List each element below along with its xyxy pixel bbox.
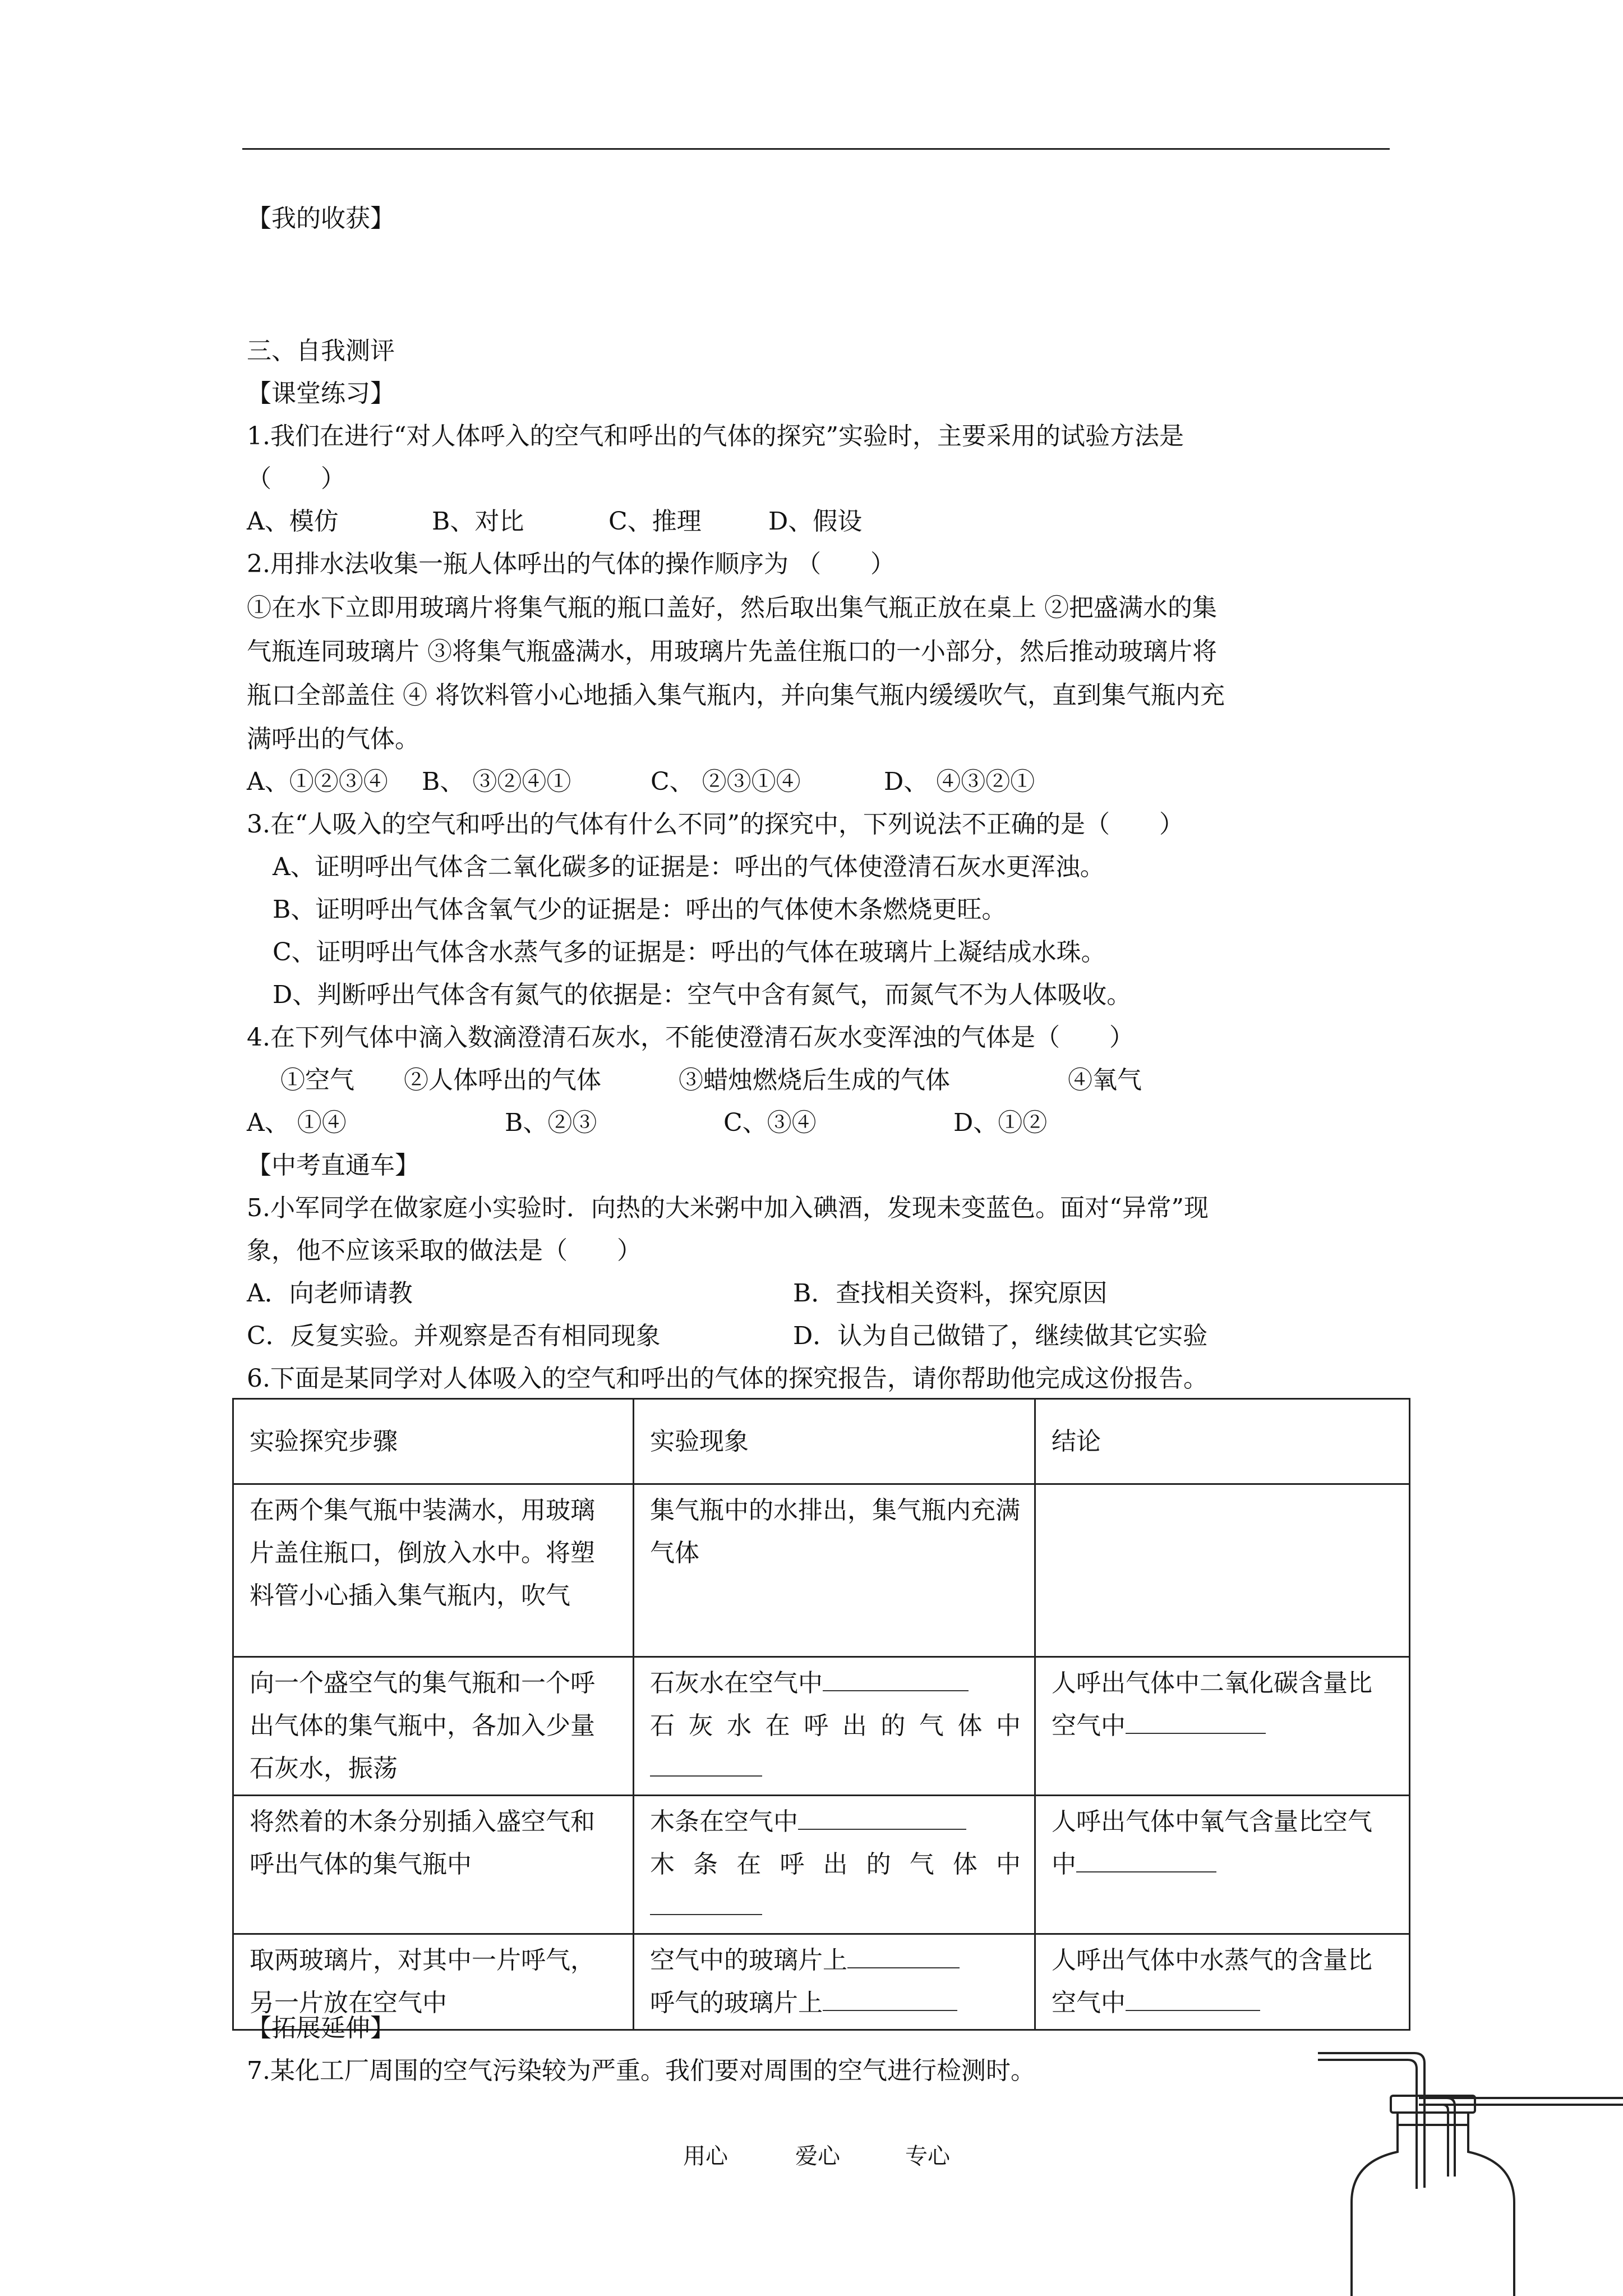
header-rule (242, 148, 1390, 150)
answer-blank[interactable] (798, 1804, 966, 1830)
q4-item-1: ①空气 (280, 1066, 354, 1094)
q2-stem: 2.用排水法收集一瓶人体呼出的气体的操作顺序为 （ ） (247, 550, 895, 578)
q3-option-c: C、证明呼出气体含水蒸气多的证据是：呼出的气体在玻璃片上凝结成水珠。 (273, 938, 1106, 967)
phenomenon-cell: 集气瓶中的水排出，集气瓶内充满气体 (634, 1484, 1035, 1657)
table-row (233, 1934, 1410, 2030)
q4-option-d: D、①② (953, 1108, 1048, 1137)
step-cell: 取两玻璃片，对其中一片呼气，另一片放在空气中 (233, 1934, 634, 2030)
q1-option-a: A、模仿 (247, 507, 339, 536)
q3-option-b: B、证明呼出气体含氧气少的证据是：呼出的气体使木条燃烧更旺。 (273, 895, 1007, 924)
header-conclusion: 结论 (1035, 1399, 1410, 1484)
conclusion-cell (1035, 1934, 1410, 2030)
footer-text: 用心 (683, 2143, 728, 2169)
answer-blank[interactable] (1076, 1847, 1216, 1872)
header-step: 实验探究步骤 (233, 1399, 634, 1484)
q2-body-line: 气瓶连同玻璃片 ③将集气瓶盛满水，用玻璃片先盖住瓶口的一小部分，然后推动玻璃片将 (247, 637, 1217, 666)
step-cell: 将然着的木条分别插入盛空气和呼出气体的集气瓶中 (233, 1796, 634, 1934)
conclusion-text: 人呼出气体中二氧化碳含量比空气中 (1052, 1669, 1372, 1740)
q2-body-line: 满呼出的气体。 (247, 725, 419, 753)
q2-option-b: B、 ③②④① (422, 767, 571, 796)
header-phenomenon: 实验现象 (634, 1399, 1035, 1484)
section-self-test: 三、自我测评 (247, 337, 395, 365)
q5-stem-cont: 象，他不应该采取的做法是（ ） (247, 1236, 642, 1265)
table-row (233, 1657, 1410, 1796)
phenomenon-text: 石灰水在呼出的气体中 (650, 1711, 1021, 1740)
q4-option-a: A、 ①④ (247, 1108, 347, 1137)
q1-stem: 1.我们在进行“对人体呼入的空气和呼出的气体的探究”实验时，主要采用的试验方法是 (247, 422, 1184, 450)
phenomenon-cell (634, 1934, 1035, 2030)
report-table (232, 1398, 1410, 2031)
phenomenon-text: 木条在呼出的气体中 (650, 1850, 1021, 1879)
table-header-row (233, 1399, 1410, 1484)
q3-option-a: A、证明呼出气体含二氧化碳多的证据是：呼出的气体使澄清石灰水更浑浊。 (273, 853, 1105, 881)
table-row (233, 1796, 1410, 1934)
q2-body-line: 瓶口全部盖住 ④ 将饮料管小心地插入集气瓶内，并向集气瓶内缓缓吹气，直到集气瓶内充 (247, 681, 1225, 710)
answer-blank[interactable] (823, 1665, 969, 1691)
q4-item-4: ④氧气 (1068, 1066, 1142, 1094)
q2-option-a: A、①②③④ (247, 767, 388, 796)
phenomenon-cell (634, 1657, 1035, 1796)
answer-blank[interactable] (650, 1889, 762, 1915)
section-harvest: 【我的收获】 (247, 204, 395, 233)
conclusion-text: 人呼出气体中水蒸气的含量比空气中 (1052, 1946, 1372, 2017)
answer-blank[interactable] (650, 1751, 762, 1777)
q4-stem: 4.在下列气体中滴入数滴澄清石灰水，不能使澄清石灰水变浑浊的气体是（ ） (247, 1023, 1134, 1052)
section-exam: 【中考直通车】 (247, 1151, 419, 1180)
q5-option-c: C．反复实验。并观察是否有相同现象 (247, 1322, 661, 1350)
section-classroom: 【课堂练习】 (247, 379, 395, 408)
phenomenon-text: 呼气的玻璃片上 (650, 1989, 823, 2017)
q2-option-c: C、 ②③①④ (651, 767, 801, 796)
q2-body-line: ①在水下立即用玻璃片将集气瓶的瓶口盖好，然后取出集气瓶正放在桌上 ②把盛满水的集 (247, 593, 1217, 622)
q1-option-c: C、推理 (608, 507, 702, 536)
q1-option-b: B、对比 (432, 507, 524, 536)
q5-option-b: B．查找相关资料，探究原因 (793, 1279, 1108, 1308)
q6-stem: 6.下面是某同学对人体吸入的空气和呼出的气体的探究报告，请你帮助他完成这份报告。 (247, 1364, 1208, 1393)
q2-option-d: D、 ④③②① (884, 767, 1035, 796)
phenomenon-cell (634, 1796, 1035, 1934)
section-extend: 【拓展延伸】 (247, 2014, 395, 2042)
q1-option-d: D、假设 (768, 507, 863, 536)
answer-blank[interactable] (847, 1943, 960, 1968)
q4-option-c: C、③④ (723, 1108, 817, 1137)
answer-blank[interactable] (1126, 1708, 1266, 1734)
q5-option-d: D．认为自己做错了，继续做其它实验 (793, 1322, 1208, 1350)
step-cell: 在两个集气瓶中装满水，用玻璃片盖住瓶口，倒放入水中。将塑料管小心插入集气瓶内，吹气 (233, 1484, 634, 1657)
q1-stem-paren: （ ） (247, 464, 345, 493)
q5-option-a: A．向老师请教 (247, 1279, 413, 1308)
answer-blank[interactable] (1126, 1985, 1260, 2011)
phenomenon-text: 木条在空气中 (650, 1807, 798, 1836)
q4-item-3: ③蜡烛燃烧后生成的气体 (679, 1066, 950, 1094)
gas-washing-bottle-figure (1318, 2042, 1623, 2296)
footer-text: 爱心 (795, 2143, 840, 2169)
q4-option-b: B、②③ (505, 1108, 597, 1137)
answer-blank[interactable] (823, 1985, 957, 2011)
q3-stem: 3.在“人吸入的空气和呼出的气体有什么不同”的探究中，下列说法不正确的是（ ） (247, 810, 1184, 839)
conclusion-cell (1035, 1657, 1410, 1796)
conclusion-cell (1035, 1484, 1410, 1657)
step-cell: 向一个盛空气的集气瓶和一个呼出气体的集气瓶中，各加入少量石灰水，振荡 (233, 1657, 634, 1796)
phenomenon-text: 石灰水在空气中 (650, 1669, 823, 1697)
conclusion-cell (1035, 1796, 1410, 1934)
q7-stem: 7.某化工厂周围的空气污染较为严重。我们要对周围的空气进行检测时。 (247, 2056, 1035, 2085)
table-row (233, 1484, 1410, 1657)
phenomenon-text: 空气中的玻璃片上 (650, 1946, 847, 1975)
q4-item-2: ②人体呼出的气体 (404, 1066, 601, 1094)
conclusion-text: 人呼出气体中氧气含量比空气中 (1052, 1807, 1372, 1879)
q3-option-d: D、判断呼出气体含有氮气的依据是：空气中含有氮气，而氮气不为人体吸收。 (273, 981, 1132, 1009)
q5-stem: 5.小军同学在做家庭小实验时．向热的大米粥中加入碘酒，发现未变蓝色。面对“异常”现 (247, 1194, 1209, 1222)
footer-text: 专心 (905, 2143, 950, 2169)
